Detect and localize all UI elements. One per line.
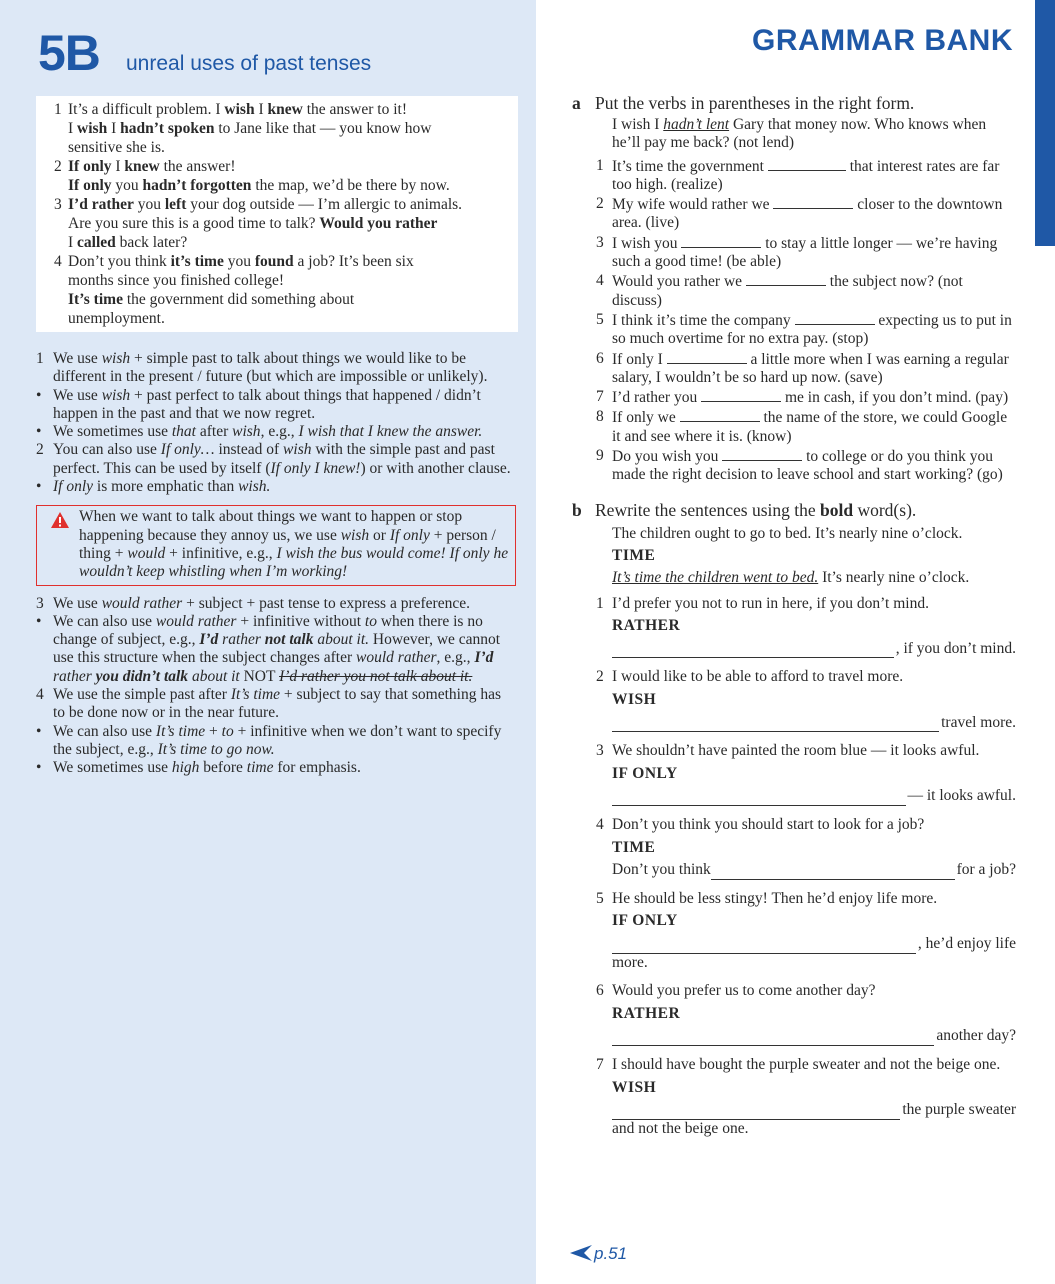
example-text: Gary that money now. Who knows when he’ll pay me back? (not lend) <box>612 116 987 152</box>
exercise-b-example <box>572 523 1016 589</box>
exercise-b-item <box>572 668 1016 732</box>
text-run: We can also use <box>53 612 156 630</box>
example-line <box>68 176 512 195</box>
grammar-note <box>36 759 516 777</box>
grammar-note <box>36 350 516 387</box>
text-run: to <box>364 612 377 630</box>
text-run: + infinitive, e.g., <box>165 544 277 562</box>
text-run: + infinitive without <box>236 612 365 630</box>
text-run: When we want to talk about things we want to happen or stop happening because they annoy us, we use <box>79 508 463 544</box>
item-keyword: RATHER <box>612 1004 681 1022</box>
item-sentence: Would you prefer us to come another day? <box>612 982 876 1000</box>
item-number: 1 <box>596 594 604 612</box>
note-marker: • <box>36 722 42 740</box>
back-arrow-icon <box>570 1245 594 1261</box>
text-run: the answer! <box>159 158 236 175</box>
note-marker: 1 <box>36 350 44 367</box>
note-marker: • <box>36 423 42 441</box>
text-run: Would you rather <box>319 215 438 232</box>
item-sentence: I would like to be able to afford to travel more. <box>612 668 904 686</box>
example-line <box>68 271 512 290</box>
warning-box <box>36 505 516 585</box>
item-number: 4 <box>596 815 604 833</box>
grammar-note <box>36 423 516 441</box>
text-run: rather <box>53 667 96 685</box>
text-run: I wish that I knew the answer. <box>298 423 483 441</box>
item-number: 6 <box>596 349 604 367</box>
text-run: knew <box>267 101 303 118</box>
text-run: wish <box>283 441 312 459</box>
answer-row <box>612 640 1016 659</box>
note-marker: 3 <box>36 594 44 612</box>
text-run: knew <box>124 158 160 175</box>
text-run: high <box>171 759 200 777</box>
item-text: If only we <box>612 409 680 427</box>
text-run: + subject + past tense to express a preference. <box>182 594 470 612</box>
text-run: If only I knew! <box>270 459 361 477</box>
answer-blank[interactable] <box>768 157 846 171</box>
text-run: it’s time <box>170 253 224 270</box>
answer-row <box>612 935 1016 954</box>
text-run: for emphasis. <box>273 759 361 777</box>
text-run: I’d <box>199 631 219 649</box>
text-run: It’s a difficult problem. I <box>68 101 225 118</box>
example-line <box>68 214 512 233</box>
text-run: is more emphatic than <box>93 478 239 496</box>
text-run: with the simple past and past perfect. This can be used by itself ( <box>53 441 495 477</box>
grammar-bank-title: GRAMMAR BANK <box>752 24 1013 57</box>
item-text: travel more. <box>941 713 1016 731</box>
text-run: would rather <box>101 594 183 612</box>
exercise-b-item <box>572 742 1016 806</box>
example-box <box>36 96 518 332</box>
example-number: 3 <box>54 196 62 213</box>
text-run: instead of <box>214 441 284 459</box>
exercise-b-item <box>572 816 1016 880</box>
text-run: + simple past to talk about things we would like to be different in the present / future (but which are impossible or unlikely). <box>53 350 488 386</box>
example-number: 4 <box>54 253 62 270</box>
text-run: If only <box>68 158 112 175</box>
text-run: We sometimes use <box>53 759 172 777</box>
item-number: 6 <box>596 982 604 1000</box>
example-answer: It’s time the children went to bed. <box>612 568 819 586</box>
answer-row <box>612 787 1016 806</box>
warning-icon <box>50 511 70 529</box>
exercise-b-item <box>572 1056 1016 1138</box>
grammar-note <box>36 595 516 613</box>
text-run: , e.g., <box>260 423 299 441</box>
text-run: + infinitive when we don’t want to specify the subject, e.g., <box>53 722 502 758</box>
item-number: 9 <box>596 447 604 465</box>
text-run: before <box>199 759 247 777</box>
example-text: It’s nearly nine o’clock. <box>818 568 970 586</box>
text-run: the government did something about <box>122 291 355 308</box>
unit-number: 5B <box>38 25 100 81</box>
text-run: I’d rather <box>68 196 134 213</box>
text-run: you <box>223 253 255 270</box>
answer-blank[interactable] <box>612 791 906 806</box>
text-run: you didn’t talk <box>95 667 189 685</box>
text-run: + person / thing + <box>79 526 496 562</box>
item-number: 2 <box>596 668 604 686</box>
item-number: 5 <box>596 310 604 328</box>
text-run: when there is no change of subject, e.g., <box>53 612 483 649</box>
item-number: 7 <box>596 388 604 406</box>
item-text: , if you don’t mind. <box>895 639 1016 657</box>
answer-blank[interactable] <box>681 234 761 248</box>
back-page-link[interactable] <box>570 1244 627 1264</box>
text-run: called <box>77 234 116 251</box>
exercise-b-letter: b <box>572 499 582 520</box>
item-sentence: I should have bought the purple sweater and not the beige one. <box>612 1055 1001 1073</box>
item-text: for a job? <box>956 861 1016 879</box>
answer-blank[interactable] <box>711 865 955 880</box>
example-group <box>54 157 512 195</box>
text-run: I <box>111 158 125 175</box>
item-keyword: WISH <box>612 691 657 709</box>
section-tab <box>1035 0 1055 246</box>
example-sentence: The children ought to go to bed. It’s nearly nine o’clock. <box>612 524 963 542</box>
text-run: I’d <box>474 649 494 667</box>
text-run: I’d rather you not talk about it. <box>279 667 473 685</box>
item-number: 3 <box>596 742 604 760</box>
text-run: after <box>195 423 233 441</box>
text-run: It’s time <box>230 686 281 704</box>
item-sentence: He should be less stingy! Then he’d enjoy life more. <box>612 889 938 907</box>
text-run: I wish the bus would come! If only he wouldn’t keep whistling when I’m working! <box>79 544 509 581</box>
answer-blank[interactable] <box>612 717 939 732</box>
text-run: your dog outside — I’m allergic to animals. <box>186 196 463 213</box>
exercise-a-item <box>572 350 1016 388</box>
item-number: 8 <box>596 408 604 426</box>
text-run: that <box>171 423 196 441</box>
item-number: 7 <box>596 1055 604 1073</box>
note-marker: 2 <box>36 441 44 459</box>
example-line <box>68 290 512 309</box>
text-run: wish <box>232 423 261 441</box>
answer-blank[interactable] <box>667 350 747 364</box>
item-number: 3 <box>596 233 604 251</box>
answer-blank[interactable] <box>680 408 760 422</box>
answer-blank[interactable] <box>773 195 853 209</box>
example-line <box>68 195 512 214</box>
note-marker: • <box>36 759 42 777</box>
grammar-note <box>36 723 516 760</box>
note-marker: • <box>36 478 42 496</box>
text-run: You can also use <box>53 441 161 459</box>
text-run: We can also use <box>53 722 156 740</box>
text-run: unemployment. <box>68 310 165 327</box>
item-text: I think it’s time the company <box>612 311 795 329</box>
exercise-a-heading <box>572 92 1016 114</box>
exercise-a-item <box>572 195 1016 233</box>
text-run: If only <box>389 526 430 544</box>
text-run: We sometimes use <box>53 423 172 441</box>
item-text: I’d rather you <box>612 389 702 407</box>
text-run: would <box>127 544 166 562</box>
item-text: Don’t you think <box>612 861 711 879</box>
item-sentence: We shouldn’t have painted the room blue — it looks awful. <box>612 742 980 760</box>
text-run: + <box>205 722 222 740</box>
note-marker: • <box>36 612 42 630</box>
item-text: It’s time the government <box>612 157 768 175</box>
text-run: wish <box>340 526 370 544</box>
example-line <box>68 233 512 252</box>
note-marker: 4 <box>36 686 44 704</box>
text-run: NOT <box>239 667 280 685</box>
text-run: I <box>68 120 78 137</box>
grammar-notes <box>36 350 516 778</box>
item-text: I wish you <box>612 234 682 252</box>
text-run: to <box>221 722 234 740</box>
text-run: found <box>254 253 294 270</box>
example-number: 1 <box>54 101 62 118</box>
text-run: wish <box>101 350 131 367</box>
text-run: Are you sure this is a good time to talk? <box>68 215 320 232</box>
item-sentence: Don’t you think you should start to look for a job? <box>612 815 925 833</box>
item-sentence: I’d prefer you not to run in here, if you don’t mind. <box>612 594 929 612</box>
item-text: My wife would rather we <box>612 196 774 214</box>
grammar-note <box>36 441 516 478</box>
answer-row <box>612 714 1016 733</box>
text-run: or <box>369 526 390 544</box>
text-run: hadn’t forgotten <box>142 177 252 194</box>
text-run: rather <box>218 631 265 649</box>
example-line <box>68 138 512 157</box>
text-run: months since you finished college! <box>68 272 285 289</box>
text-run: hadn’t spoken <box>120 120 215 137</box>
exercise-b-instruction-bold: bold <box>820 499 854 520</box>
item-text: — it looks awful. <box>907 787 1016 805</box>
grammar-note <box>36 686 516 723</box>
item-number: 5 <box>596 889 604 907</box>
item-keyword: WISH <box>612 1078 657 1096</box>
grammar-note <box>36 478 516 496</box>
exercise-a-item <box>572 272 1016 310</box>
example-answer: hadn’t lent <box>663 116 730 133</box>
text-run: a job? It’s been six <box>293 253 414 270</box>
text-run: you <box>111 177 143 194</box>
item-text: that interest rates are far too high. (realize) <box>612 157 1000 193</box>
example-group <box>54 252 512 328</box>
text-run: you <box>133 196 165 213</box>
text-run: I <box>68 234 78 251</box>
text-run: Don’t you think <box>68 253 171 270</box>
warning-text <box>79 508 508 580</box>
item-keyword: TIME <box>612 838 656 856</box>
text-run: It’s time to go now. <box>157 740 275 758</box>
text-run: + subject to say that something has to be done now or in the near future. <box>53 686 502 722</box>
exercise-a-item <box>572 447 1016 485</box>
text-run: If only <box>68 177 112 194</box>
item-text: If only I <box>612 350 667 368</box>
exercise-b-item <box>572 982 1016 1046</box>
example-line <box>68 309 512 328</box>
answer-blank[interactable] <box>746 272 826 286</box>
text-run: wish <box>101 386 131 404</box>
exercise-a-item <box>572 157 1016 195</box>
item-text: closer to the downtown area. (live) <box>612 196 1003 232</box>
answer-blank[interactable] <box>701 388 781 402</box>
text-run: the map, we’d be there by now. <box>251 177 450 194</box>
text-run: ) or with another clause. <box>360 459 511 477</box>
answer-blank[interactable] <box>612 643 894 658</box>
exercise-b-instruction: Rewrite the sentences using the <box>595 499 821 520</box>
text-run: It’s time <box>68 291 123 308</box>
text-run: We use <box>53 386 102 404</box>
unit-title: unreal uses of past tenses <box>126 52 372 75</box>
item-text: the purple sweater <box>902 1101 1016 1119</box>
item-text: the name of the store, we could Google it and see where it is. (know) <box>612 409 1008 445</box>
example-line <box>68 119 512 138</box>
text-run: about it <box>188 667 240 685</box>
answer-blank[interactable] <box>612 939 916 954</box>
text-run: to Jane like that — you know how <box>214 120 432 137</box>
example-line <box>68 157 512 176</box>
text-run: I <box>254 101 268 118</box>
example-text: I wish I <box>612 116 664 133</box>
exercise-b-heading <box>572 499 1016 521</box>
exercise-a-letter: a <box>572 93 581 113</box>
text-run: left <box>164 196 187 213</box>
answer-row <box>612 1101 1016 1120</box>
text-run: We use <box>53 594 102 612</box>
example-keyword: TIME <box>612 546 656 564</box>
item-text: more. <box>612 953 648 971</box>
text-run: back later? <box>115 234 188 251</box>
item-text: Do you wish you <box>612 448 723 466</box>
text-run: not talk <box>264 631 314 649</box>
text-run: wish. <box>238 478 271 496</box>
example-number: 2 <box>54 158 62 175</box>
answer-blank[interactable] <box>612 1105 900 1120</box>
text-run: We use <box>53 350 102 367</box>
item-keyword: IF ONLY <box>612 764 678 782</box>
grammar-note <box>36 613 516 686</box>
exercise-a-item <box>572 234 1016 272</box>
note-marker: • <box>36 386 42 404</box>
item-text: Would you rather we <box>612 273 746 291</box>
answer-blank[interactable] <box>795 311 875 325</box>
item-number: 1 <box>596 156 604 174</box>
answer-blank[interactable] <box>612 1031 934 1046</box>
answer-row <box>612 1027 1016 1046</box>
item-text: to stay a little longer — we’re having such a good time! (be able) <box>612 234 998 271</box>
item-number: 2 <box>596 195 604 213</box>
text-run: We use the simple past after <box>53 686 231 704</box>
example-line <box>68 252 512 271</box>
text-run: the answer to it! <box>302 101 407 118</box>
answer-blank[interactable] <box>722 447 802 461</box>
item-text: the subject now? (not discuss) <box>612 273 963 309</box>
item-text: and not the beige one. <box>612 1119 749 1137</box>
text-run: wish <box>77 120 108 137</box>
grammar-note <box>36 387 516 424</box>
example-group <box>54 195 512 252</box>
item-text: another day? <box>936 1027 1016 1045</box>
exercise-a-instruction: Put the verbs in parentheses in the right form. <box>595 93 915 113</box>
exercise-a-item <box>572 388 1016 407</box>
item-text: a little more when I was earning a regular salary, I wouldn’t be so hard up now. (save) <box>612 350 1009 386</box>
exercise-b-item <box>572 595 1016 659</box>
item-keyword: IF ONLY <box>612 912 678 930</box>
text-run: would rather <box>356 649 437 667</box>
item-keyword: RATHER <box>612 617 681 635</box>
back-page-label: p.51 <box>594 1244 628 1263</box>
item-text: , he’d enjoy life <box>917 934 1016 952</box>
text-run: about it. <box>313 631 370 649</box>
text-run: would rather <box>155 612 237 630</box>
text-run: , e.g., <box>436 649 475 667</box>
text-run: + past perfect to talk about things that happened / didn’t happen in the past and that we now regret. <box>53 386 481 422</box>
answer-row <box>612 861 1016 880</box>
text-run: sensitive she is. <box>68 139 165 156</box>
exercise-b-item <box>572 890 1016 972</box>
exercise-a-item <box>572 311 1016 349</box>
example-line <box>68 100 512 119</box>
item-number: 4 <box>596 272 604 290</box>
text-run: wish <box>224 101 255 118</box>
text-run: If only… <box>160 441 215 459</box>
exercise-b-instruction: word(s). <box>853 499 917 520</box>
item-text: to college or do you think you made the right decision to leave school and start working? (go) <box>612 448 1003 484</box>
example-group <box>54 100 512 157</box>
item-text: me in cash, if you don’t mind. (pay) <box>781 389 1009 407</box>
exercise-a-example <box>572 116 1016 153</box>
item-text: expecting us to put in so much overtime for no extra pay. (stop) <box>612 311 1012 348</box>
exercise-a-item <box>572 408 1016 446</box>
text-run: However, we cannot use this structure when the subject changes after <box>53 631 501 667</box>
text-run: It’s time <box>155 722 206 740</box>
text-run: I <box>107 120 121 137</box>
text-run: If only <box>53 478 94 496</box>
text-run: time <box>246 759 274 777</box>
exercises <box>572 92 1016 1148</box>
